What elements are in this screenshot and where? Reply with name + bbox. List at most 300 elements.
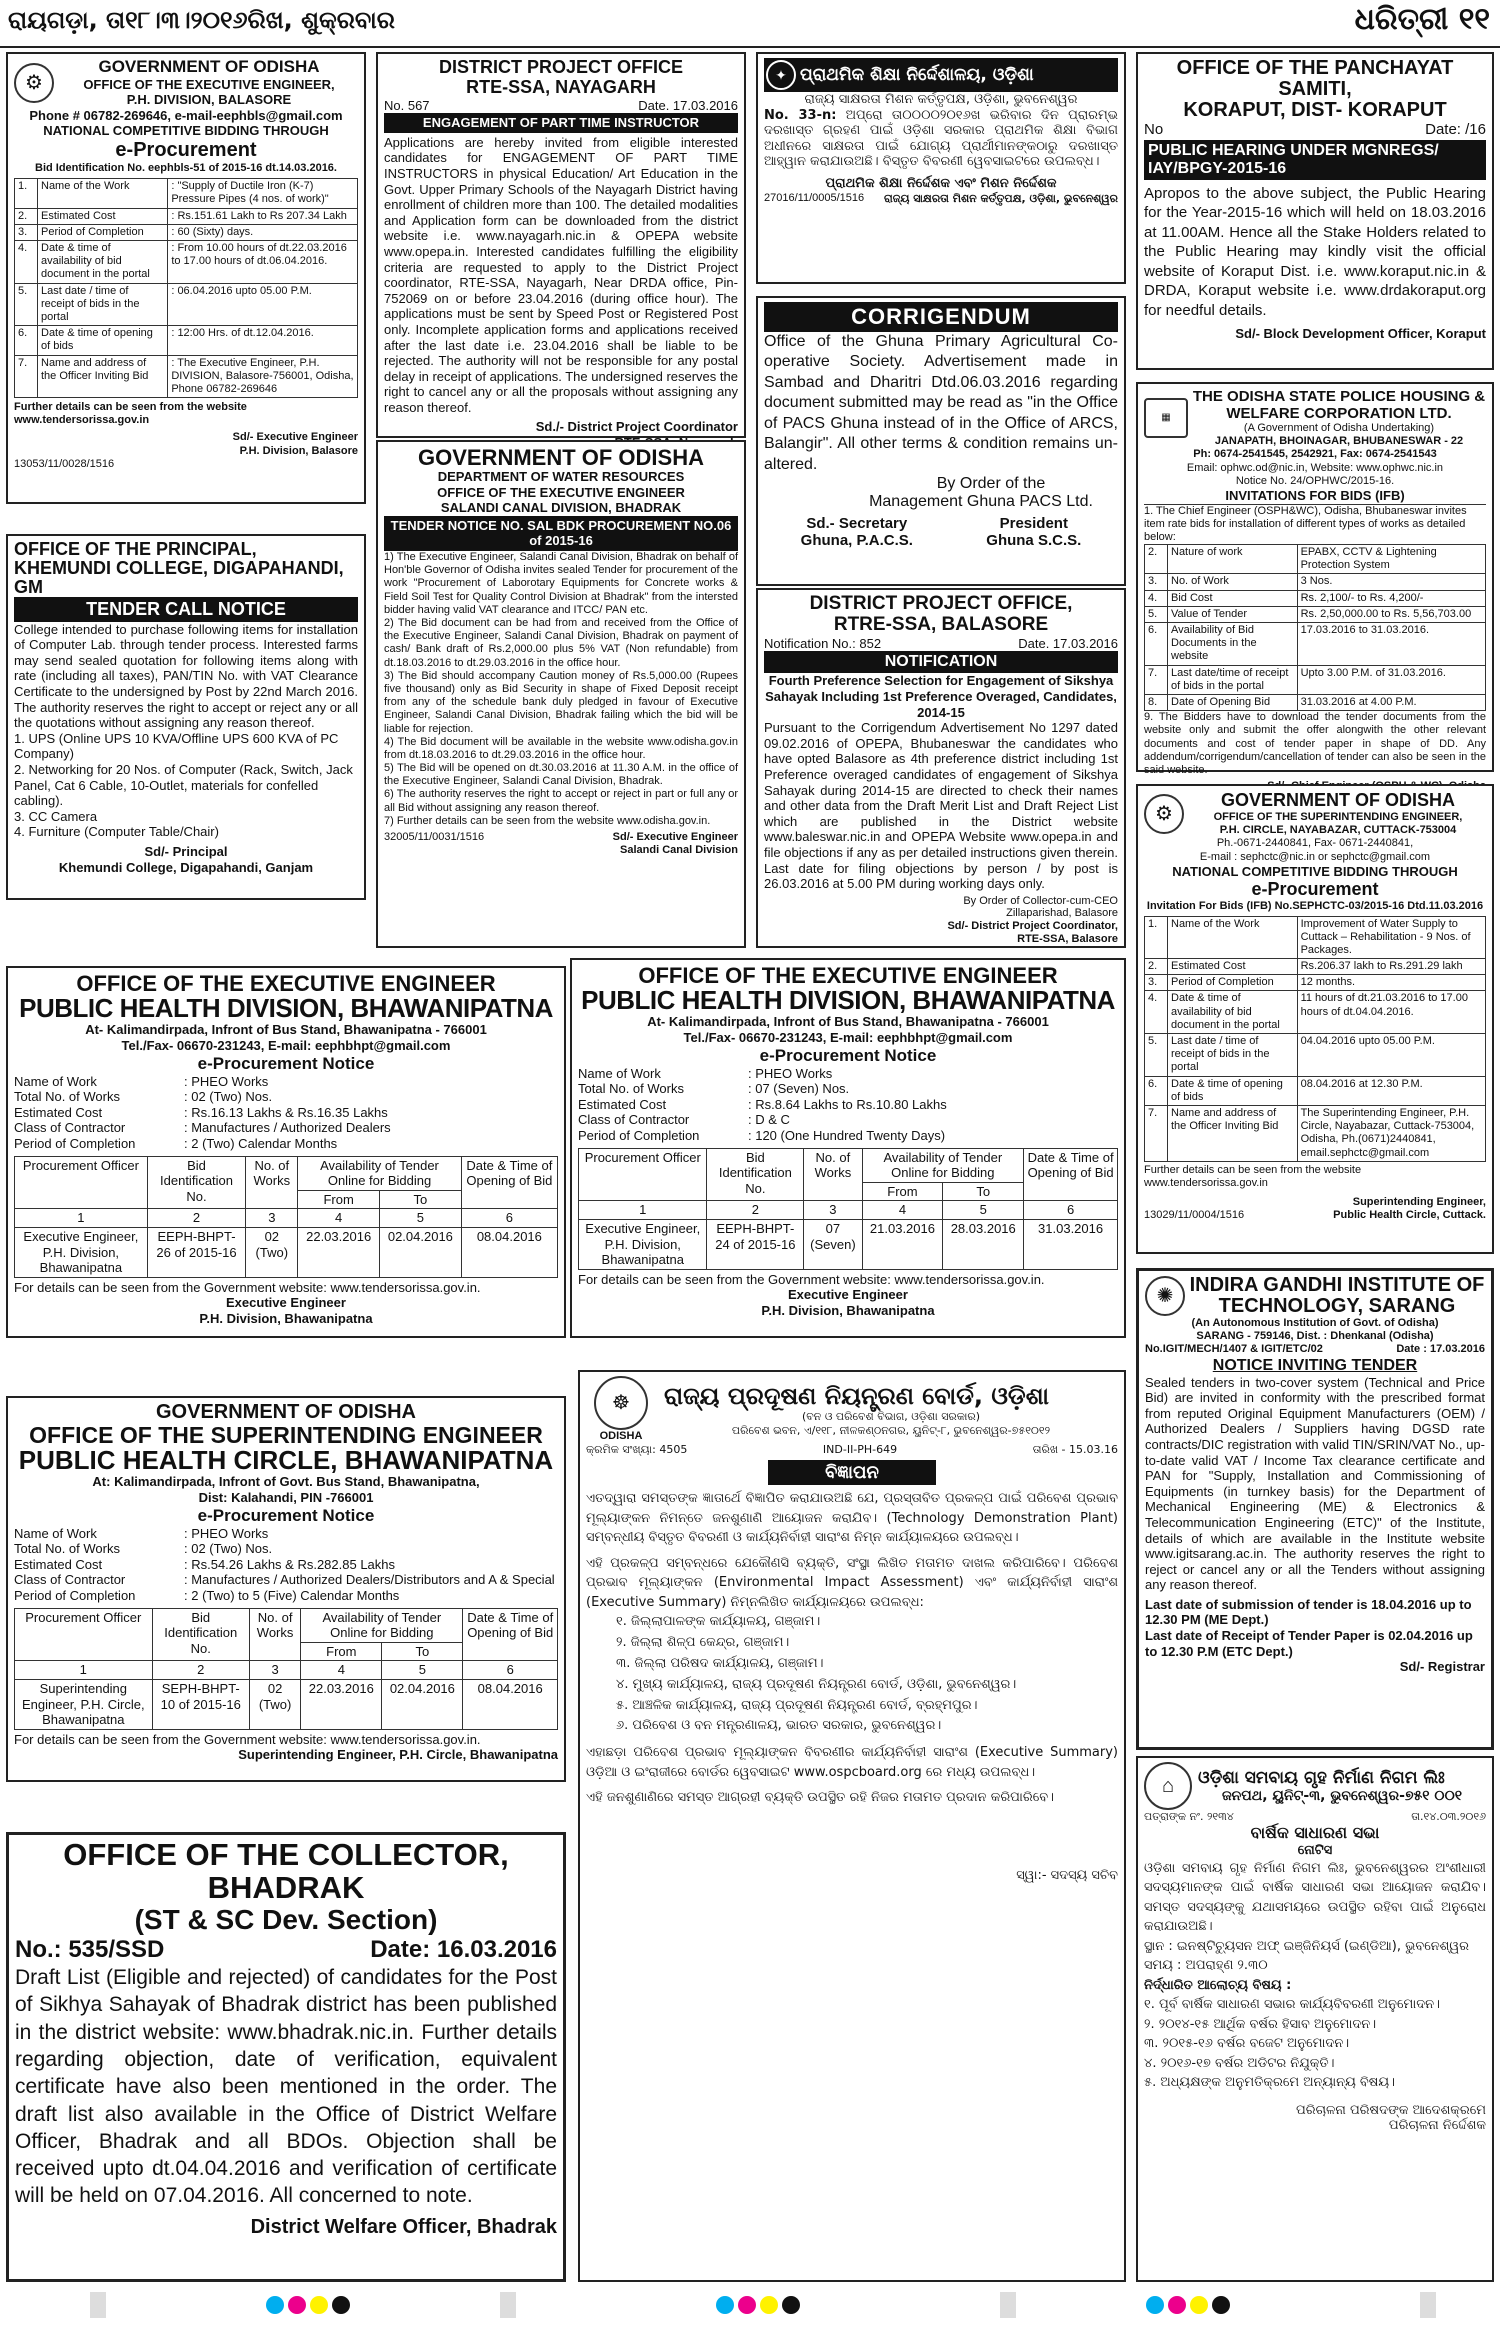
ad-footer: For details can be seen from the Government website: www.tendersorissa.gov.in. (14, 1731, 481, 1747)
ad-title: RTRE-SSA, BALASORE (833, 613, 1049, 635)
ad-signature: Public Health Circle, Cuttack. (1333, 1209, 1486, 1222)
summary-value: : PHEO Works (184, 1525, 269, 1541)
ad-signature: Executive Engineer (226, 1295, 346, 1311)
table-header: From (862, 1182, 943, 1201)
ad-details-table (1144, 916, 1486, 1162)
table-header: No. of Works (246, 1156, 298, 1209)
table-cell: 4. (1145, 991, 1168, 1034)
ad-date: ତାରିଖ - 15.03.16 (1032, 1443, 1118, 1457)
table-header-row (15, 1156, 558, 1190)
list-item: ୧. ଜିଲ୍ଲାପାଳଙ୍କ କାର୍ଯ୍ୟାଳୟ, ଗଞ୍ଜାମ। (616, 1614, 821, 1630)
table-cell: 02.04.2016 (382, 1679, 463, 1729)
housing-logo-icon: ⌂ (1144, 1762, 1192, 1810)
table-cell: Bid Cost (1168, 590, 1298, 606)
table-cell: 3 Nos. (1297, 574, 1485, 590)
ad-number: No.: 535/SSD (15, 1936, 165, 1964)
ad-code: 27016/11/0005/1516 (764, 191, 865, 204)
ad-footer: For details can be seen from the Government website: www.tendersorissa.gov.in. (14, 1279, 481, 1295)
table-header: Date & Time of Opening of Bid (461, 1156, 557, 1209)
table-header: From (301, 1642, 382, 1661)
table-cell: : 60 (Sixty) days. (168, 224, 358, 240)
table-cell: Name of the Work (1168, 916, 1298, 959)
table-cell: 6. (15, 326, 38, 355)
ad-police-housing (1136, 382, 1494, 776)
summary-label: Period of Completion (14, 1588, 136, 1603)
ad-contact: Tel./Fax- 06670-231243, E-mail: eephbhpt@gmail.com (683, 1029, 1013, 1045)
ad-signature: District Welfare Officer, Bhadrak (250, 2215, 557, 2238)
registration-square-icon (1000, 2292, 1016, 2318)
ad-dpo-nayagarh (376, 52, 746, 438)
table-row (15, 283, 358, 326)
list-item: ୧. ପୂର୍ବ ବାର୍ଷିକ ସାଧାରଣ ସଭାର କାର୍ଯ୍ୟବିବରଣୀ ଅନୁମୋଦନ। (1144, 1997, 1440, 2013)
magenta-dot-icon (738, 2296, 756, 2314)
ad-ph-circle-cuttack (1136, 784, 1494, 1254)
list-item: ୩. ଜିଲ୍ଲା ପରିଷଦ କାର୍ଯ୍ୟାଳୟ, ଗଞ୍ଜାମ। (616, 1655, 824, 1671)
ad-bid-id: Bid Identification No. eephbls-51 of 2015-16 dt.14.03.2016. (35, 162, 337, 175)
cyan-dot-icon (266, 2296, 284, 2314)
table-cell: : From 10.00 hours of dt.22.03.2016 to 17.00 hours of dt.06.04.2016. (168, 241, 358, 284)
ad-body: 1. The Chief Engineer (OSPH&WC), Odisha, Bhubaneswar invites item rate bids for installation of different types of works as detailed below: (1144, 504, 1467, 543)
table-cell: Value of Tender (1168, 606, 1298, 622)
ad-agenda-list (1144, 1995, 1486, 2093)
table-cell: The Superintending Engineer, P.H. Circle, Nayabazar, Cuttack-753004, Odisha, Ph.(0671)2440841, email.sephctc@gmail.com (1297, 1105, 1485, 1161)
table-header: To (382, 1642, 463, 1661)
table-cell: 7. (1145, 1105, 1168, 1161)
summary-value: : Rs.16.13 Lakhs & Rs.16.35 Lakhs (184, 1104, 388, 1120)
table-cell: 1 (15, 1661, 153, 1680)
ad-office-list (586, 1612, 1118, 1737)
magenta-dot-icon (288, 2296, 306, 2314)
summary-value: : PHEO Works (184, 1073, 269, 1089)
table-header: Bid Identification No. (707, 1148, 804, 1201)
ad-body: ଏତଦ୍ୱାରା ସମସ୍ତଙ୍କ ଜ୍ଞାତାର୍ଥେ ବିଜ୍ଞାପିତ କରାଯାଉଅଛି ଯେ, ପ୍ରସ୍ତାବିତ ପ୍ରକଳ୍ପ ପାଇଁ ପରିବେଶ ପ୍ରଭାବ ମୂଲ୍ୟାଙ୍କନ ନିମନ୍ତେ ଜନଶୁଣାଣି ଆୟୋଜନ କରାଯିବ। (Technology Demonstration Plant) ସମ୍ବନ୍ଧୀୟ ବିସ୍ତୃତ ବିବରଣୀ ଓ କାର୍ଯ୍ୟନିର୍ବାହୀ ସାରାଂଶ ନିମ୍ନ କାର୍ଯ୍ୟାଳୟରେ ଉପଲବ୍ଧ। (586, 1491, 1118, 1546)
ad-summary (14, 1074, 558, 1152)
table-row (1145, 694, 1486, 710)
list-item: 3) The Bid should accompany Caution money of Rs.5,000.00 (Rupees five thousand) only as Bid Security in shape of Fixed Deposit receipt from any of the schedule bank duly pledged in favour of Executive Engineer, Salandi Canal Division, Bhadrak failing which the bid will be liable for rejection. (384, 669, 738, 735)
ad-address: Dist: Kalahandi, PIN -766001 (198, 1490, 374, 1506)
logo-text: ODISHA (599, 1430, 643, 1442)
ad-address: At: Kalimandirpada, Infront of Govt. Bus Stand, Bhawanipatna, (92, 1474, 480, 1490)
table-cell: Superintending Engineer, P.H. Circle, Bhawanipatna (15, 1679, 153, 1729)
ad-subtitle: OFFICE OF THE EXECUTIVE ENGINEER (437, 484, 685, 500)
summary-value: : 07 (Seven) Nos. (748, 1081, 850, 1097)
ad-footer: Further details can be seen from the website www.tendersorissa.gov.in (1144, 1163, 1362, 1189)
ad-address: At- Kalimandirpada, Infront of Bus Stand, Bhawanipatna - 766001 (647, 1014, 1049, 1030)
table-cell: Nature of work (1168, 545, 1298, 574)
ad-ph-bhawanipatna-2 (570, 958, 1126, 1338)
list-item: 5) The Bid will be opened on dt.30.03.2016 at 11.30 A.M. in the office of the Executive Engineer, Salandi Canal Division, Bhadrak. (384, 762, 738, 788)
table-cell: EEPH-BHPT-24 of 2015-16 (707, 1219, 804, 1269)
ad-signature: Sd.- Secretary (806, 515, 908, 533)
table-cell: 4 (301, 1661, 382, 1680)
table-cell: 1 (579, 1201, 707, 1220)
government-seal-icon: ⚙ (1144, 794, 1184, 834)
table-cell: Period of Completion (1168, 975, 1298, 991)
table-header: To (943, 1182, 1024, 1201)
table-row (1145, 545, 1486, 574)
ad-date: ତା.୧୪.୦୩.୨୦୧୬ (1411, 1810, 1486, 1823)
ad-signature: P.H. Division, Bhawanipatna (199, 1310, 373, 1326)
cyan-dot-icon (716, 2296, 734, 2314)
table-cell: 02 (Two) (246, 1227, 298, 1277)
ad-heading: NOTICE INVITING TENDER (1212, 1356, 1418, 1374)
table-cell: 7. (15, 355, 38, 398)
education-logo-icon: ✦ (766, 60, 796, 90)
registration-square-icon (500, 2292, 516, 2318)
ad-title: PUBLIC HEALTH DIVISION, BHAWANIPATNA (581, 985, 1115, 1016)
ad-ncb: NATIONAL COMPETITIVE BIDDING THROUGH (43, 123, 329, 139)
table-header: From (298, 1190, 380, 1209)
table-cell: Period of Completion (38, 224, 168, 240)
ad-title: ରାଜ୍ୟ ପ୍ରଦୂଷଣ ନିୟନ୍ତ୍ରଣ ବୋର୍ଡ, ଓଡ଼ିଶା (664, 1382, 1050, 1411)
ad-signature: Salandi Canal Division (620, 844, 738, 857)
table-header: Availability of Tender Online for Bidding (301, 1608, 463, 1642)
table-cell: 04.04.2016 upto 05.00 P.M. (1297, 1034, 1485, 1077)
ad-eproc: e-Procurement Notice (759, 1045, 937, 1065)
ad-igit-sarang (1136, 1268, 1494, 1750)
registration-square-icon (90, 2292, 106, 2318)
table-row (579, 1219, 1118, 1269)
table-row (15, 1227, 558, 1277)
ad-signature: Sd/- District Project Coordinator, (947, 919, 1118, 932)
ad-body: ଏହି ପ୍ରକଳ୍ପ ସମ୍ବନ୍ଧରେ ଯେକୌଣସି ବ୍ୟକ୍ତି, ସଂସ୍ଥା ଲିଖିତ ମତାମତ ଦାଖଲ କରିପାରିବେ। ପରିବେଶ ପ୍ରଭାବ ମୂଲ୍ୟାଙ୍କନ (Environmental Impact Assessment) ଏବଂ କାର୍ଯ୍ୟନିର୍ବାହୀ ସାରାଂଶ (Executive Summary) ନିମ୍ନଲିଖିତ କାର୍ଯ୍ୟାଳୟରେ ଉପଲବ୍ଧ: (586, 1555, 1118, 1610)
table-cell: 1. (1145, 916, 1168, 959)
ad-signature: Sd/- Registrar (1399, 1659, 1485, 1675)
table-row (1145, 916, 1486, 959)
ad-title: OFFICE OF THE PANCHAYAT SAMITI, (1176, 57, 1454, 100)
ad-title: KORAPUT, DIST- KORAPUT (1183, 99, 1447, 121)
table-row (1145, 991, 1486, 1034)
ad-body: Draft List (Eligible and rejected) of candidates for the Post of Sikhya Sahayak of Bhadrak district has been published in the district website: www.bhadrak.nic.in. Further details regarding objection, date of verification, equivalent certificate have also been mentioned in the order. The draft list also available in the Office of District Welfare Officer, Bhadrak and all BDOs. Objection shall be received upto dt.04.04.2016 and verification of certificate will be held on 07.04.2016. All concerned to note. (15, 1966, 557, 2208)
table-row (1145, 975, 1486, 991)
table-cell: 5 (943, 1201, 1024, 1220)
header-date: ରାୟଗଡ଼ା, ତା୧୮।୩।୨୦୧୬ରିଖ, ଶୁକ୍ରବାର (8, 6, 395, 34)
ad-number: କ୍ରମିକ ସଂଖ୍ୟା: 4505 (586, 1443, 688, 1457)
table-row (15, 179, 358, 208)
table-header: Procurement Officer (579, 1148, 707, 1201)
table-number-row (15, 1661, 558, 1680)
table-cell: Availability of Bid Documents in the website (1168, 623, 1298, 666)
ad-body: ଏହି ଜନଶୁଣାଣିରେ ସମସ୍ତ ଆଗ୍ରହୀ ବ୍ୟକ୍ତି ଉପସ୍ଥିତ ରହି ନିଜର ମତାମତ ପ୍ରଦାନ କରିପାରିବେ। (586, 1790, 1054, 1806)
ad-bid-table (14, 1156, 558, 1278)
table-header: Procurement Officer (15, 1608, 153, 1661)
magenta-dot-icon (1168, 2296, 1186, 2314)
ophwc-logo-icon: ▦ (1144, 398, 1188, 438)
table-cell: 11 hours of dt.21.03.2016 to 17.00 hours of dt.04.04.2016. (1297, 991, 1485, 1034)
ad-signature: Sd/- Principal (144, 843, 228, 859)
ad-subtitle: DEPARTMENT OF WATER RESOURCES (437, 469, 685, 485)
list-item: 4. Furniture (Computer Table/Chair) (14, 824, 219, 840)
table-cell: 3. (15, 224, 38, 240)
table-row (15, 224, 358, 240)
list-item: 1) The Executive Engineer, Salandi Canal Division, Bhadrak on behalf of Hon'ble Governor of Odisha invites sealed Tender for procurement of the work "Procurement of Laborotary Equipments for Concrete works & Field Soil Test for Quality Control Division at Bhadrak" from the intersted bidder having valid VAT clearance and ITCC/ PAN etc. (384, 551, 738, 616)
table-cell: Rs. 2,50,000.00 to Rs. 5,56,703.00 (1297, 606, 1485, 622)
ad-pollution-board (578, 1370, 1126, 2282)
table-row (1145, 1105, 1486, 1161)
ad-deadline: Last date of submission of tender is 18.04.2016 up to 12.30 PM (ME Dept.) (1145, 1596, 1472, 1628)
table-cell: 7. (1145, 665, 1168, 694)
ad-signature: Khemundi College, Digapahandi, Ganjam (58, 859, 314, 875)
ad-eproc: e-Procurement (1251, 879, 1379, 900)
ad-panchayat-koraput (1136, 52, 1494, 370)
ad-subtitle: (A Government of Odisha Undertaking) (1243, 422, 1435, 434)
ad-signature: Zillaparishad, Balasore (1006, 907, 1118, 920)
ad-title: RTE-SSA, NAYAGARH (466, 76, 656, 97)
ad-banner: TENDER NOTICE NO. SAL BDK PROCUREMENT NO.06 of 2015-16 (384, 516, 738, 551)
ad-eproc: e-Procurement Notice (197, 1505, 375, 1525)
table-cell: 02.04.2016 (380, 1227, 462, 1277)
table-row (1145, 1034, 1486, 1077)
table-row (1145, 623, 1486, 666)
table-row (15, 241, 358, 284)
ad-number: No (1144, 121, 1164, 138)
ad-heading: Fourth Preference Selection for Engagement of Sikshya Sahayak Including 1st Preference Overaged, Candidates, 2014-15 (765, 673, 1117, 720)
ad-eproc: e-Procurement Notice (197, 1053, 375, 1073)
summary-value: : 02 (Two) Nos. (184, 1089, 273, 1105)
yellow-dot-icon (1190, 2296, 1208, 2314)
list-item: ୬. ପରିବେଶ ଓ ବନ ମନ୍ତ୍ରଣାଳୟ, ଭାରତ ସରକାର, ଭୁବନେଶ୍ୱର। (616, 1718, 942, 1734)
table-cell: : 12:00 Hrs. of dt.12.04.2016. (168, 326, 358, 355)
black-dot-icon (332, 2296, 350, 2314)
ad-order: Management Ghuna PACS Ltd. (869, 493, 1093, 511)
list-item: 1. UPS (Online UPS 10 KVA/Offline UPS 600 KVA of PC Company) (14, 730, 339, 762)
government-seal-icon: ⚙ (14, 63, 54, 103)
ad-time: ସମୟ : ଅପରାହ୍ଣ ୨.୩୦ (1144, 1958, 1268, 1974)
ad-number: Notification No.: 852 (764, 635, 882, 651)
odisha-logo-icon: ☸ (594, 1376, 648, 1430)
table-header: No. of Works (249, 1608, 300, 1661)
ad-signature: ପ୍ରାଥମିକ ଶିକ୍ଷା ନିର୍ଦ୍ଦେଶକ ଏବଂ ମିଶନ ନିର୍ଦ୍ଦେଶକ (825, 175, 1057, 191)
cyan-dot-icon (1146, 2296, 1164, 2314)
ad-banner: PUBLIC HEARING UNDER MGNREGS/ IAY/BPGY-2015-16 (1144, 140, 1486, 180)
table-cell: 22.03.2016 (298, 1227, 380, 1277)
table-cell: 08.04.2016 (463, 1679, 558, 1729)
ad-signature: P.H. Division, Bhawanipatna (761, 1302, 935, 1318)
table-cell: 17.03.2016 to 31.03.2016. (1297, 623, 1485, 666)
ad-subtitle: P.H. CIRCLE, NAYABAZAR, CUTTACK-753004 (1219, 824, 1457, 837)
table-row (1145, 606, 1486, 622)
ad-title: OFFICE OF THE COLLECTOR, BHADRAK (63, 1837, 509, 1905)
ad-eproc: e-Procurement (115, 139, 257, 162)
ad-cooperative-housing (1136, 1756, 1494, 2282)
table-header: Procurement Officer (15, 1156, 148, 1209)
ad-date: Date. 17.03.2016 (1018, 635, 1118, 651)
table-cell: : 06.04.2016 upto 05.00 P.M. (168, 283, 358, 326)
ad-signature: ପରିଚାଳନା ପରିଷଦଙ୍କ ଆଦେଶକ୍ରମେ (1296, 2102, 1486, 2118)
ad-code: 13029/11/0004/1516 (1144, 1209, 1245, 1222)
ad-title: GOVERNMENT OF ODISHA (1220, 790, 1455, 810)
table-cell: 4. (15, 241, 38, 284)
table-cell: 2. (1145, 959, 1168, 975)
ad-number: No.IGIT/MECH/1407 & IGIT/ETC/02 (1145, 1343, 1323, 1356)
ad-title: (ST & SC Dev. Section) (134, 1904, 438, 1936)
table-cell: Executive Engineer, P.H. Division, Bhawanipatna (579, 1219, 707, 1269)
ad-signature: P.H. Division, Balasore (239, 444, 358, 457)
table-row (1145, 590, 1486, 606)
table-header: Bid Identification No. (152, 1608, 249, 1661)
ad-address: JANAPATH, BHOINAGAR, BHUBANESWAR - 22 (1214, 435, 1464, 448)
table-cell: Estimated Cost (1168, 959, 1298, 975)
ad-signature: Sd./- District Project Coordinator (535, 419, 738, 435)
table-row (1145, 1076, 1486, 1105)
ad-summary (14, 1526, 558, 1604)
black-dot-icon (1212, 2296, 1230, 2314)
ad-body: College intended to purchase following items for installation of Computer Lab. through tender process. Interested farms may send sealed quotation for following items along with rate (including all taxes), PAN/TIN No. with VAT Clearance Certificate to the undersigned by Post by 22nd March 2016. The authority reserves the right to accept or reject any or all the quotations without assigning any reason thereof. (14, 621, 358, 731)
ad-notice-no: Notice No. 24/OPHWC/2015-16. (1235, 474, 1395, 487)
table-cell: Name and address of the Officer Inviting Bid (38, 355, 168, 398)
summary-label: Name of Work (14, 1073, 97, 1089)
list-item: ୨. ୨୦୧୪-୧୫ ଆର୍ଥିକ ବର୍ଷର ହିସାବ ଅନୁମୋଦନ। (1144, 2016, 1377, 2032)
ad-signature: President (999, 515, 1068, 533)
ad-title: PUBLIC HEALTH DIVISION, BHAWANIPATNA (19, 993, 553, 1024)
ad-address: ଜନପଥ, ୟୁନିଟ୍-୩, ଭୁବନେଶ୍ୱର-୭୫୧ ୦୦୧ (1221, 1788, 1463, 1804)
ad-ph-division-balasore (6, 52, 366, 504)
ad-date: Date. 17.03.2016 (638, 97, 738, 113)
table-cell: 6 (1024, 1201, 1118, 1220)
table-cell: Last date/time of receipt of bids in the portal (1168, 665, 1298, 694)
black-dot-icon (782, 2296, 800, 2314)
summary-label: Class of Contractor (578, 1112, 690, 1128)
ad-subtitle: SALANDI CANAL DIVISION, BHADRAK (440, 500, 682, 516)
ad-date: Date: /16 (1425, 121, 1486, 138)
summary-value: : 2 (Two) to 5 (Five) Calendar Months (184, 1588, 400, 1603)
ad-body: Apropos to the above subject, the Public Hearing for the Year-2015-16 which will held on 18.03.2016 at 11.00AM. Hence all the Stake Holders related to the Public Hearing may kindly visit the official website of Koraput Dist. i.e. www.koraput.nic.in & DRDA, Koraput website i.e. www.drdakoraput.org for needful details. (1144, 184, 1486, 319)
list-item: 6) The authority reserves the right to accept or reject in part or full any or all Bid without assigning any reason thereof. (384, 788, 738, 814)
table-cell: Name of the Work (38, 179, 168, 208)
summary-value: : 120 (One Hundred Twenty Days) (748, 1127, 946, 1143)
list-item: 2) The Bid document can be had from and received from the Office of the Executive Engineer, Salandi Canal Division, Bhadrak on payment of cash/ Bank draft of Rs.2,000.00 plus 5% VAT (Non refundable) from dt.18.03.2016 to dt.29.03.2016 in the office hour. (384, 617, 738, 669)
table-header-row (15, 1608, 558, 1642)
table-cell: 5. (1145, 1034, 1168, 1077)
table-cell: EEPH-BHPT-26 of 2015-16 (147, 1227, 246, 1277)
table-cell: 31.03.2016 at 4.00 P.M. (1297, 694, 1485, 710)
ad-title: OFFICE OF THE EXECUTIVE ENGINEER (76, 971, 496, 996)
igit-logo-icon: ✺ (1145, 1276, 1185, 1316)
ad-dpo-balasore (756, 588, 1126, 948)
table-row (15, 326, 358, 355)
summary-label: Class of Contractor (14, 1120, 126, 1136)
ad-signature: ପରିଚାଳନା ନିର୍ଦ୍ଦେଶକ (1388, 2118, 1486, 2134)
table-cell: 21.03.2016 (862, 1219, 943, 1269)
list-item: 4) The Bid document will be available in the website www.odisha.gov.in from dt.18.03.2016 to dt.29.03.2016 in the office hour. (384, 735, 738, 761)
ad-signature: Ghuna S.C.S. (986, 532, 1082, 550)
table-cell: 2. (1145, 545, 1168, 574)
table-header: To (380, 1190, 462, 1209)
table-row (15, 355, 358, 398)
ad-title: DISTRICT PROJECT OFFICE (438, 57, 683, 77)
ad-heading: ବାର୍ଷିକ ସାଧାରଣ ସଭା (1250, 1823, 1380, 1843)
table-cell: 8. (1145, 694, 1168, 710)
header-page: ଧରିତ୍ରୀ ୧୧ (1354, 2, 1490, 37)
ad-ph-bhawanipatna-1 (6, 966, 566, 1338)
ad-title: THE ODISHA STATE POLICE HOUSING & WELFARE CORPORATION LTD. (1192, 388, 1486, 422)
ad-title: DISTRICT PROJECT OFFICE, (809, 593, 1073, 614)
ad-subtitle: OFFICE OF THE SUPERINTENDING ENGINEER, (1213, 811, 1463, 823)
table-cell: 3 (246, 1209, 298, 1228)
ad-title: OFFICE OF THE PRINCIPAL, KHEMUNDI COLLEGE, DIGAPAHANDI, GM (14, 539, 344, 597)
ad-subtitle: ରାଜ୍ୟ ସାକ୍ଷରତା ମିଶନ କର୍ତ୍ତୃପକ୍ଷ, ଓଡ଼ିଶା, ଭୁବନେଶ୍ୱର (804, 92, 1078, 107)
ad-signature: RTE-SSA, Balasore (1017, 932, 1118, 945)
ad-khemundi-college (6, 534, 366, 900)
table-cell: Executive Engineer, P.H. Division, Bhawanipatna (15, 1227, 148, 1277)
ad-order: By Order of the (936, 475, 1046, 493)
ad-details-table (1144, 544, 1486, 711)
ad-ncb: NATIONAL COMPETITIVE BIDDING THROUGH (1172, 863, 1458, 879)
table-cell: 2 (147, 1209, 246, 1228)
list-item: 7) Further details can be seen from the website www.odisha.gov.in. (384, 814, 711, 827)
table-cell: Date & time of opening of bids (1168, 1076, 1298, 1105)
ad-date: Date: 16.03.2016 (370, 1936, 557, 1964)
ad-code: 13053/11/0028/1516 (14, 457, 115, 470)
summary-label: Name of Work (578, 1065, 661, 1081)
table-cell: Rs.206.37 lakh to Rs.291.29 lakh (1297, 959, 1485, 975)
ad-subtitle: (ବନ ଓ ପରିବେଶ ବିଭାଗ, ଓଡ଼ିଶା ସରକାର) (801, 1410, 980, 1424)
ad-title: INDIRA GANDHI INSTITUTE OF TECHNOLOGY, SARANG (1189, 1274, 1485, 1317)
table-cell: Name and address of the Officer Inviting Bid (1168, 1105, 1298, 1161)
table-cell: : Rs.151.61 Lakh to Rs 207.34 Lakh (168, 208, 358, 224)
ad-place: ସ୍ଥାନ : ଇନଷ୍ଟିଚ୍ୟୁସନ ଅଫ୍ ଇଞ୍ଜିନିୟର୍ସ (ଇଣ୍ଡିଆ), ଭୁବନେଶ୍ୱର (1144, 1938, 1470, 1954)
summary-label: Total No. of Works (14, 1089, 120, 1105)
table-row (15, 208, 358, 224)
ad-salandi-canal (376, 440, 746, 948)
table-cell: 6 (461, 1209, 557, 1228)
table-cell: Date of Opening Bid (1168, 694, 1298, 710)
table-cell: 3. (1145, 574, 1168, 590)
list-item: 2. Networking for 20 Nos. of Computer (Rack, Switch, Jack Panel, Cat 6 Cable, 10-Outlet, materials for confelled cabling). (14, 762, 353, 809)
table-cell: 4 (862, 1201, 943, 1220)
summary-value: : 02 (Two) Nos. (184, 1541, 273, 1557)
ad-body: ଏହାଛଡ଼ା ପରିବେଶ ପ୍ରଭାବ ମୂଲ୍ୟାଙ୍କନ ବିବରଣୀର କାର୍ଯ୍ୟନିର୍ବାହୀ ସାରାଂଶ (Executive Summary) ଓଡ଼ିଆ ଓ ଇଂରାଜୀରେ ବୋର୍ଡର ୱେବସାଇଟ www.ospcboard.org ରେ ମଧ୍ୟ ଉପଲବ୍ଧ। (586, 1745, 1118, 1780)
summary-label: Name of Work (14, 1525, 97, 1541)
table-header: Date & Time of Opening of Bid (1024, 1148, 1118, 1201)
ad-banner: CORRIGENDUM (764, 302, 1118, 332)
ad-details-table (14, 178, 358, 398)
table-cell: 5. (15, 283, 38, 326)
summary-label: Total No. of Works (14, 1541, 120, 1557)
table-row (1145, 665, 1486, 694)
print-registration-marks (0, 2290, 1500, 2320)
table-cell: 6. (1145, 623, 1168, 666)
ad-contact: Tel./Fax- 06670-231243, E-mail: eephbhpt@gmail.com (121, 1037, 451, 1053)
table-cell: 4 (298, 1209, 380, 1228)
table-cell: Last date / time of receipt of bids in the portal (1168, 1034, 1298, 1077)
ad-summary (578, 1066, 1118, 1144)
ad-ifb: Invitation For Bids (IFB) No.SEPHCTC-03/2015-16 Dtd.11.03.2016 (1146, 900, 1484, 913)
summary-value: : Manufactures / Authorized Dealers/Distributors and A & Special (184, 1572, 555, 1588)
table-row (1145, 959, 1486, 975)
table-cell: Date & time of availability of bid document in the portal (38, 241, 168, 284)
ad-code: 32005/11/0031/1516 (384, 831, 485, 843)
table-cell: : The Executive Engineer, P.H. DIVISION, Balasore-756001, Odisha, Phone 06782-269646 (168, 355, 358, 398)
registration-square-icon (1420, 2292, 1436, 2318)
ad-contact: Ph.-0671-2440841, Fax- 0671-2440841, (1216, 837, 1414, 850)
ad-contact: Ph: 0674-2541545, 2542921, Fax: 0674-2541543 (1193, 448, 1437, 461)
ad-deadline: Last date of Receipt of Tender Paper is 02.04.2016 up to 12.30 P.M (ETC Dept.) (1145, 1628, 1473, 1659)
ad-title: ଓଡ଼ିଶା ସମବାୟ ଗୃହ ନିର୍ମାଣ ନିଗମ ଲିଃ (1198, 1768, 1445, 1788)
table-header: Bid Identification No. (147, 1156, 246, 1209)
table-cell: 08.04.2016 (461, 1227, 557, 1277)
ad-signature: ରାଜ୍ୟ ସାକ୍ଷରତା ମିଶନ କର୍ତ୍ତୃପକ୍ଷ, ଓଡ଼ିଶା, ଭୁବନେଶ୍ୱର (884, 191, 1118, 205)
summary-label: Estimated Cost (14, 1556, 103, 1572)
summary-value: : D & C (748, 1112, 790, 1128)
ad-signature: By Order of Collector-cum-CEO (963, 894, 1118, 907)
page-header (0, 0, 1500, 48)
table-cell: Last date / time of receipt of bids in the portal (38, 283, 168, 326)
ad-body: Applications are hereby invited from eligible interested candidates for ENGAGEMENT OF PART TIME INSTRUCTORS in physical Education/ Art Education in the Govt. Upper Primary Schools of the Nayagarh District having enrollment of children more than 100. The detailed modalities and Application form can be downloaded from the district website i.e. www.nayagarh.nic.in & OPEPA website www.opepa.in. Interested candidates fulfilling the eligibility criteria are requested to apply to the District Project coordinator, RTE-SSA, Nayagarh, Near DRDA office, Pin-752069 on or before 23.04.2016 (during office hour). The applications must be sent by Speed Post or Registered Post only. Incomplete application forms and applications received after the last date i.e. 23.04.2016 shall be liable to be rejected. The authority will not be responsible for any postal delay in receipt of applications. The undersigned reserves the right to cancel any or all the proposals without assigning any reason thereof. (384, 134, 738, 415)
ad-title: PUBLIC HEALTH CIRCLE, BHAWANIPATNA (18, 1445, 554, 1476)
table-header-row (579, 1148, 1118, 1182)
ad-primary-education-odisha (756, 52, 1126, 284)
